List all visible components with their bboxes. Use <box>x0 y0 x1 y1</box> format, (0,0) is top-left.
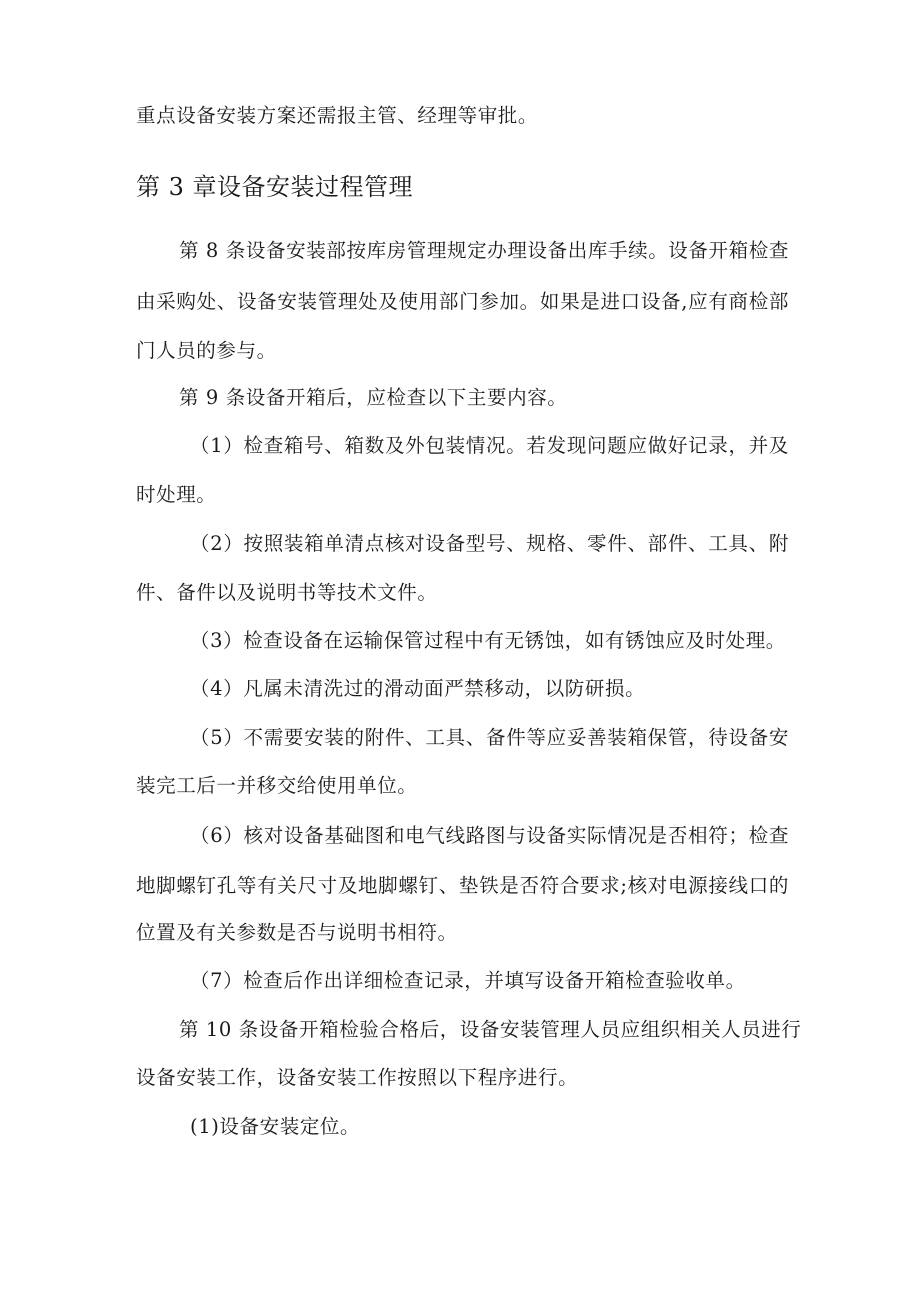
paragraph-line: 装完工后一并移交给使用单位。 <box>136 774 418 797</box>
paragraph-line: （1）检查箱号、箱数及外包装情况。若发现问题应做好记录，并及 <box>190 434 789 457</box>
paragraph-line: 门人员的参与。 <box>136 339 277 362</box>
paragraph-line: （7）检查后作出详细检查记录，并填写设备开箱检查验收单。 <box>190 969 746 992</box>
paragraph-line: 第 9 条设备开箱后，应检查以下主要内容。 <box>179 386 568 409</box>
paragraph-line: 由采购处、设备安装管理处及使用部门参加。如果是进口设备,应有商检部 <box>136 290 789 313</box>
paragraph-line: 时处理。 <box>136 483 217 506</box>
paragraph-line: （2）按照装箱单清点核对设备型号、规格、零件、部件、工具、附 <box>190 532 789 555</box>
paragraph-line: 位置及有关参数是否与说明书相符。 <box>136 921 458 944</box>
paragraph-line: 件、备件以及说明书等技术文件。 <box>136 581 438 604</box>
paragraph-line: 第 10 条设备开箱检验合格后，设备安装管理人员应组织相关人员进行 <box>179 1018 802 1041</box>
paragraph-line: （3）检查设备在运输保管过程中有无锈蚀，如有锈蚀应及时处理。 <box>190 629 786 652</box>
paragraph-line: 地脚螺钉孔等有关尺寸及地脚螺钉、垫铁是否符合要求;核对电源接线口的 <box>136 874 789 897</box>
paragraph-line: （6）核对设备基础图和电气线路图与设备实际情况是否相符；检查 <box>190 824 789 847</box>
paragraph-line: （5）不需要安装的附件、工具、备件等应妥善装箱保管，待设备安 <box>190 726 789 749</box>
chapter-heading: 第 3 章设备安装过程管理 <box>136 173 414 201</box>
paragraph-line: (1)设备安装定位。 <box>190 1115 361 1138</box>
paragraph-line: 重点设备安装方案还需报主管、经理等审批。 <box>136 104 539 127</box>
paragraph-line: 第 8 条设备安装部按库房管理规定办理设备出库手续。设备开箱检查 <box>179 239 789 262</box>
paragraph-line: （4）凡属未清洗过的滑动面严禁移动，以防研损。 <box>190 677 646 700</box>
paragraph-line: 设备安装工作，设备安装工作按照以下程序进行。 <box>136 1066 579 1089</box>
